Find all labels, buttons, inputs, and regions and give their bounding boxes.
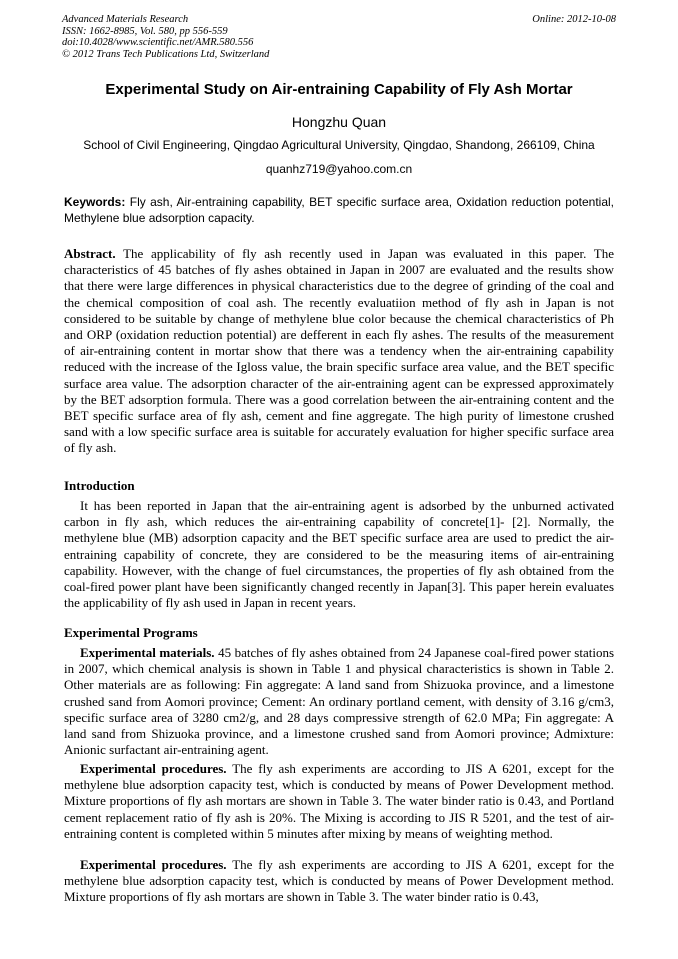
journal-header <box>62 14 616 60</box>
paper-title: Experimental Study on Air-entraining Capability of Fly Ash Mortar <box>105 81 573 98</box>
author-email[interactable]: quanhz719@yahoo.com.cn <box>265 162 413 176</box>
journal-copyright: © 2012 Trans Tech Publications Ltd, Switzerland <box>62 48 270 60</box>
introduction-heading: Introduction <box>64 478 135 493</box>
paper-author: Hongzhu Quan <box>291 114 387 130</box>
procedures-paragraph <box>64 761 614 842</box>
journal-name: Advanced Materials Research <box>62 14 189 25</box>
keywords-block <box>64 194 614 226</box>
abstract-label: Abstract. <box>64 246 116 261</box>
online-date: Online: 2012-10-08 <box>532 14 616 25</box>
abstract-text: The applicability of fly ash recently used in Japan was evaluated in this paper. The characteristics of 45 batches of fly ashes obtained in Japan in 2007 are evaluated and the results show that there were large differences in physical characteristics due to the degree of grinding of the coal and the chemical composition of coal ash. The recently evaluatiion method of fly ash in Japan is not considered to be suitable by change of methylene blue color because the chemical characteristics of Ph and ORP (oxidation reduction potential) are defferent in each fly ashes. The results of the measurement of air-entraining content in mortar show that there was a tendency when the air-entraining capability reduced with the increase of the Igloss value, the brain specific surface area value, and the BET specific surface area value. The adsorption character of the air-entraining agent can be expressed approximately by the BET adsorption formula. There was a good correlation between the air-entraining content and the BET specific surface area of fly ash, cement and fine aggregate. The high purity of limestone crushed sand with a low specific surface area is suitable for accurately evaluation for higher specific surface area of fly ash. <box>64 246 615 456</box>
materials-label: Experimental materials. <box>80 645 215 660</box>
procedures-text: The fly ash experiments are according to JIS A 6201, except for the methylene blue adsorption capacity test, which is conducted by means of Power Development method. Mixture proportions of fly ash mortars are shown in Table 3. The water binder ratio is 0.43, and Portland cement replacement ratio of fly ash is 20%. The Mixing is according to JIS R 5201, and the test of air-entraining content is completed within 5 minutes after mixing by means of weighting method. <box>64 761 615 841</box>
journal-doi: doi:10.4028/www.scientific.net/AMR.580.556 <box>62 37 254 48</box>
keywords-label: Keywords: <box>64 195 126 209</box>
author-affiliation: School of Civil Engineering, Qingdao Agricultural University, Qingdao, Shandong, 266109, China <box>83 138 595 152</box>
programs-heading: Experimental Programs <box>64 625 198 640</box>
procedures2-label: Experimental procedures. <box>80 857 227 872</box>
procedures2-text: The fly ash experiments are according to JIS A 6201, except for the methylene blue adsorption capacity test, which is conducted by means of Power Development method. Mixture proportions of fly ash mortars are shown in Table 3. The water binder ratio is 0.43, <box>64 857 615 905</box>
journal-issn: ISSN: 1662-8985, Vol. 580, pp 556-559 <box>62 25 228 37</box>
procedures-label: Experimental procedures. <box>80 761 227 776</box>
materials-paragraph <box>64 645 614 758</box>
procedures-paragraph-repeat <box>64 857 614 906</box>
keywords-text: Fly ash, Air-entraining capability, BET specific surface area, Oxidation reduction potential, Methylene blue adsorption capacity. <box>64 195 614 225</box>
abstract-block <box>64 246 614 457</box>
introduction-paragraph: It has been reported in Japan that the air-entraining agent is adsorbed by the unburned activated carbon in fly ash, which reduces the air-entraining capability of concrete[1]- [2]. Normally, the methylene blue (MB) adsorption capacity and the BET specific surface area are used to predict the air-entraining capability of concrete, they are considered to be the measuring items of air-entraining capability. However, with the change of fuel circumstances, the properties of fly ash obtained from the coal-fired power plant have been significantly changed recently in Japan[3]. This paper herein evaluates the applicability of fly ash used in Japan in recent years. <box>64 498 614 611</box>
materials-text: 45 batches of fly ashes obtained from 24 Japanese coal-fired power stations in 2007, which chemical analysis is shown in Table 1 and physical characteristics is shown in Table 2. Other materials are as following: Fin aggregate: A land sand from Shizuoka province, and a limestone crushed sand from Aomori province; Cement: An ordinary portland cement, with density of 3.16 g/cm3, specific surface area of 3280 cm2/g, and 28 days compressive strength of 62.0 MPa; Fin aggregate: A land sand from Shizuoka province, and a limestone crushed sand from Aomori province; Admixture: Anionic surfactant air-entraining agent. <box>64 645 615 758</box>
